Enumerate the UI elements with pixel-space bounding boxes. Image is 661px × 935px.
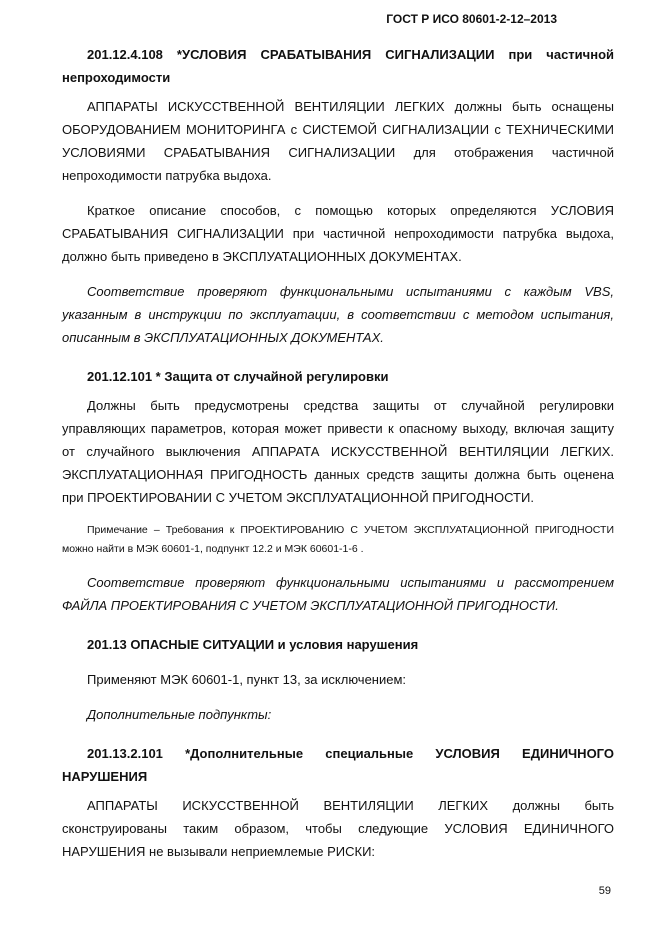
paragraph: Дополнительные подпункты: xyxy=(87,707,272,722)
compliance-paragraph: Соответствие проверяют функциональными испытаниями с каждым VBS, указанным в инструкции по эксплуатации, в соответствии с методом испытания, описанным в ЭКСПЛУАТАЦИОННЫХ ДОКУМЕНТАХ. xyxy=(62,284,614,345)
paragraph: Краткое описание способов, с помощью которых определяются УСЛОВИЯ СРАБАТЫВАНИЯ СИГНАЛИЗАЦИИ при частичной непроходимости патрубка выдоха, должно быть приведено в ЭКСПЛУАТАЦИОННЫХ ДОКУМЕНТАХ. xyxy=(62,203,614,264)
section-heading: 201.13.2.101 *Дополнительные специальные УСЛОВИЯ ЕДИНИЧНОГО НАРУШЕНИЯ xyxy=(62,746,614,784)
section-heading: 201.12.101 * Защита от случайной регулировки xyxy=(87,369,389,384)
section-heading: 201.13 ОПАСНЫЕ СИТУАЦИИ и условия нарушения xyxy=(87,637,419,652)
paragraph: Применяют МЭК 60601-1, пункт 13, за исключением: xyxy=(87,672,407,687)
paragraph: АППАРАТЫ ИСКУССТВЕННОЙ ВЕНТИЛЯЦИИ ЛЕГКИХ должны быть сконструированы таким образом, чтобы следующие УСЛОВИЯ ЕДИНИЧНОГО НАРУШЕНИЯ не вызывали неприемлемые РИСКИ: xyxy=(62,798,614,859)
note-paragraph: Примечание – Требования к ПРОЕКТИРОВАНИЮ С УЧЕТОМ ЭКСПЛУАТАЦИОННОЙ ПРИГОДНОСТИ можно найти в МЭК 60601-1, подпункт 12.2 и МЭК 60601-1-6 . xyxy=(62,524,614,555)
paragraph: Должны быть предусмотрены средства защиты от случайной регулировки управляющих параметров, которая может привести к опасному выходу, включая защиту от случайного выключения АППАРАТА ИСКУССТВЕННОЙ ВЕНТИЛЯЦИИ ЛЕГКИХ. ЭКСПЛУАТАЦИОННАЯ ПРИГОДНОСТЬ данных средств защиты должна быть оценена при ПРОЕКТИРОВАНИИ С УЧЕТОМ ЭКСПЛУАТАЦИОННОЙ ПРИГОДНОСТИ. xyxy=(62,398,614,505)
page-number: 59 xyxy=(598,885,611,897)
document-header: ГОСТ Р ИСО 80601-2-12–2013 xyxy=(386,12,557,26)
compliance-paragraph: Соответствие проверяют функциональными испытаниями и рассмотрением ФАЙЛА ПРОЕКТИРОВАНИЯ С УЧЕТОМ ЭКСПЛУАТАЦИОННОЙ ПРИГОДНОСТИ. xyxy=(62,575,614,613)
section-heading: 201.12.4.108 *УСЛОВИЯ СРАБАТЫВАНИЯ СИГНАЛИЗАЦИИ при частичной непроходимости xyxy=(62,47,614,85)
page-content xyxy=(62,43,614,863)
paragraph: АППАРАТЫ ИСКУССТВЕННОЙ ВЕНТИЛЯЦИИ ЛЕГКИХ должны быть оснащены ОБОРУДОВАНИЕМ МОНИТОРИНГА с СИСТЕМОЙ СИГНАЛИЗАЦИИ с ТЕХНИЧЕСКИМИ УСЛОВИЯМИ СРАБАТЫВАНИЯ СИГНАЛИЗАЦИИ для отображения частичной непроходимости патрубка выдоха. xyxy=(62,99,614,183)
